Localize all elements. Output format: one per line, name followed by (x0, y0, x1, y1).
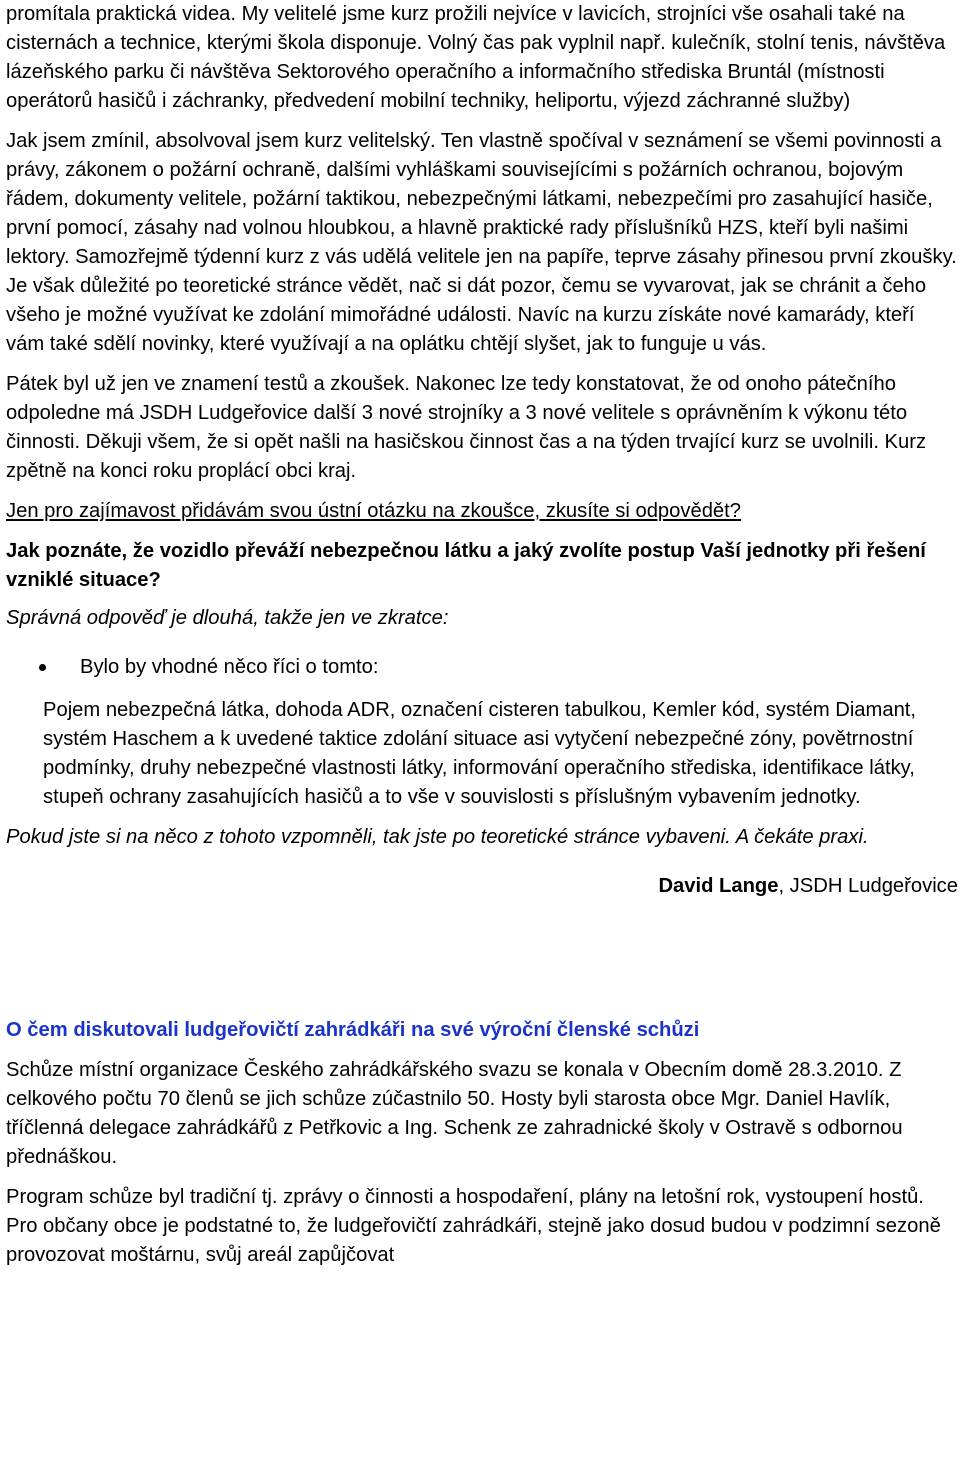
paragraph-oral-question-intro: Jen pro zajímavost přidávám svou ústní otázku na zkoušce, zkusíte si odpovědět? (6, 500, 741, 522)
bullet-text: Bylo by vhodné něco říci o tomto: (80, 656, 379, 678)
paragraph-answer-details: Pojem nebezpečná látka, dohoda ADR, označení cisteren tabulkou, Kemler kód, systém Diamant, systém Haschem a k uvedené taktice zdolání situace asi vytyčení nebezpečné zóny, povětrnostní podmínky, druhy nebezpečné vlastnosti látky, informování operačního střediska, identifikace látky, stupeň ochrany zasahujících hasičů a to vše v souvislosti s příslušným vybavením jednotky. (43, 699, 917, 808)
bullet-icon (39, 664, 46, 671)
article-heading-gardeners: O čem diskutovali ludgeřovičtí zahrádkáři na své výroční členské schůzi (6, 1019, 700, 1041)
signature-org: , JSDH Ludgeřovice (778, 875, 958, 897)
paragraph-commander-course: Jak jsem zmínil, absolvoval jsem kurz velitelský. Ten vlastně spočíval v seznámení se všemi povinnosti a právy, zákonem o požární ochraně, dalšími vyhláškami souvisejícími s požárních ochranou, bojovým řádem, dokumenty velitele, požární taktikou, nebezpečnými látkami, nebezpečími pro zasahující hasiče, první pomocí, zásahy nad volnou hloubkou, a hlavně praktické rady příslušníků HZS, kteří byli našimi lektory. Samozřejmě týdenní kurz z vás udělá velitele jen na papíře, teprve zásahy přinesou první zkoušky. Je však důležité po teoretické stránce vědět, nač si dát pozor, čemu se vyvarovat, jak se chránit a čeho všeho je možné využívat ke zdolání mimořádné události. Navíc na kurzu získáte nové kamarády, kteří vám také sdělí novinky, které využívají a na oplátku chtějí slyšet, jak to funguje u vás. (6, 130, 957, 355)
paragraph-exam-question: Jak poznáte, že vozidlo převáží nebezpečnou látku a jaký zvolíte postup Vaší jednotky při řešení vzniklé situace? (6, 540, 926, 591)
paragraph-course-activities: promítala praktická videa. My velitelé jsme kurz prožili nejvíce v lavicích, strojníci vše osahali také na cisternách a technice, kterými škola disponuje. Volný čas pak vyplnil např. kulečník, stolní tenis, návštěva lázeňského parku či návštěva Sektorového operačního a informačního střediska Bruntál (místnosti operátorů hasičů i záchranky, předvedení mobilní techniky, heliportu, výjezd záchranné služby) (6, 3, 946, 112)
paragraph-answer-intro: Správná odpověď je dlouhá, takže jen ve zkratce: (6, 607, 449, 629)
signature-name: David Lange (658, 875, 779, 897)
signature (6, 872, 958, 901)
paragraph-gardeners-meeting: Schůze místní organizace Českého zahrádkářského svazu se konala v Obecním domě 28.3.2010. Z celkového počtu 70 členů se jich schůze zúčastnilo 50. Hosty byli starosta obce Mgr. Daniel Havlík, tříčlenná delegace zahrádkářů z Petřkovic a Ing. Schenk ze zahradnické školy v Ostravě s odbornou přednáškou. (6, 1059, 903, 1168)
paragraph-friday-exams: Pátek byl už jen ve znamení testů a zkoušek. Nakonec lze tedy konstatovat, že od onoho pátečního odpoledne má JSDH Ludgeřovice další 3 nové strojníky a 3 nové velitele s oprávněním k výkonu této činnosti. Děkuji všem, že si opět našli na hasičskou činnost čas a na týden trvající kurz se uvolnili. Kurz zpětně na konci roku proplácí obci kraj. (6, 373, 927, 482)
paragraph-closing-remark: Pokud jste si na něco z tohoto vzpomněli, tak jste po teoretické stránce vybaveni. A čekáte praxi. (6, 826, 869, 848)
document-page (6, 0, 958, 1270)
paragraph-gardeners-program: Program schůze byl tradiční tj. zprávy o činnosti a hospodaření, plány na letošní rok, vystoupení hostů. Pro občany obce je podstatné to, že ludgeřovičtí zahrádkáři, stejně jako dosud budou v podzimní sezoně provozovat moštárnu, svůj areál zapůjčovat (6, 1186, 941, 1266)
bullet-list-item (6, 653, 958, 682)
